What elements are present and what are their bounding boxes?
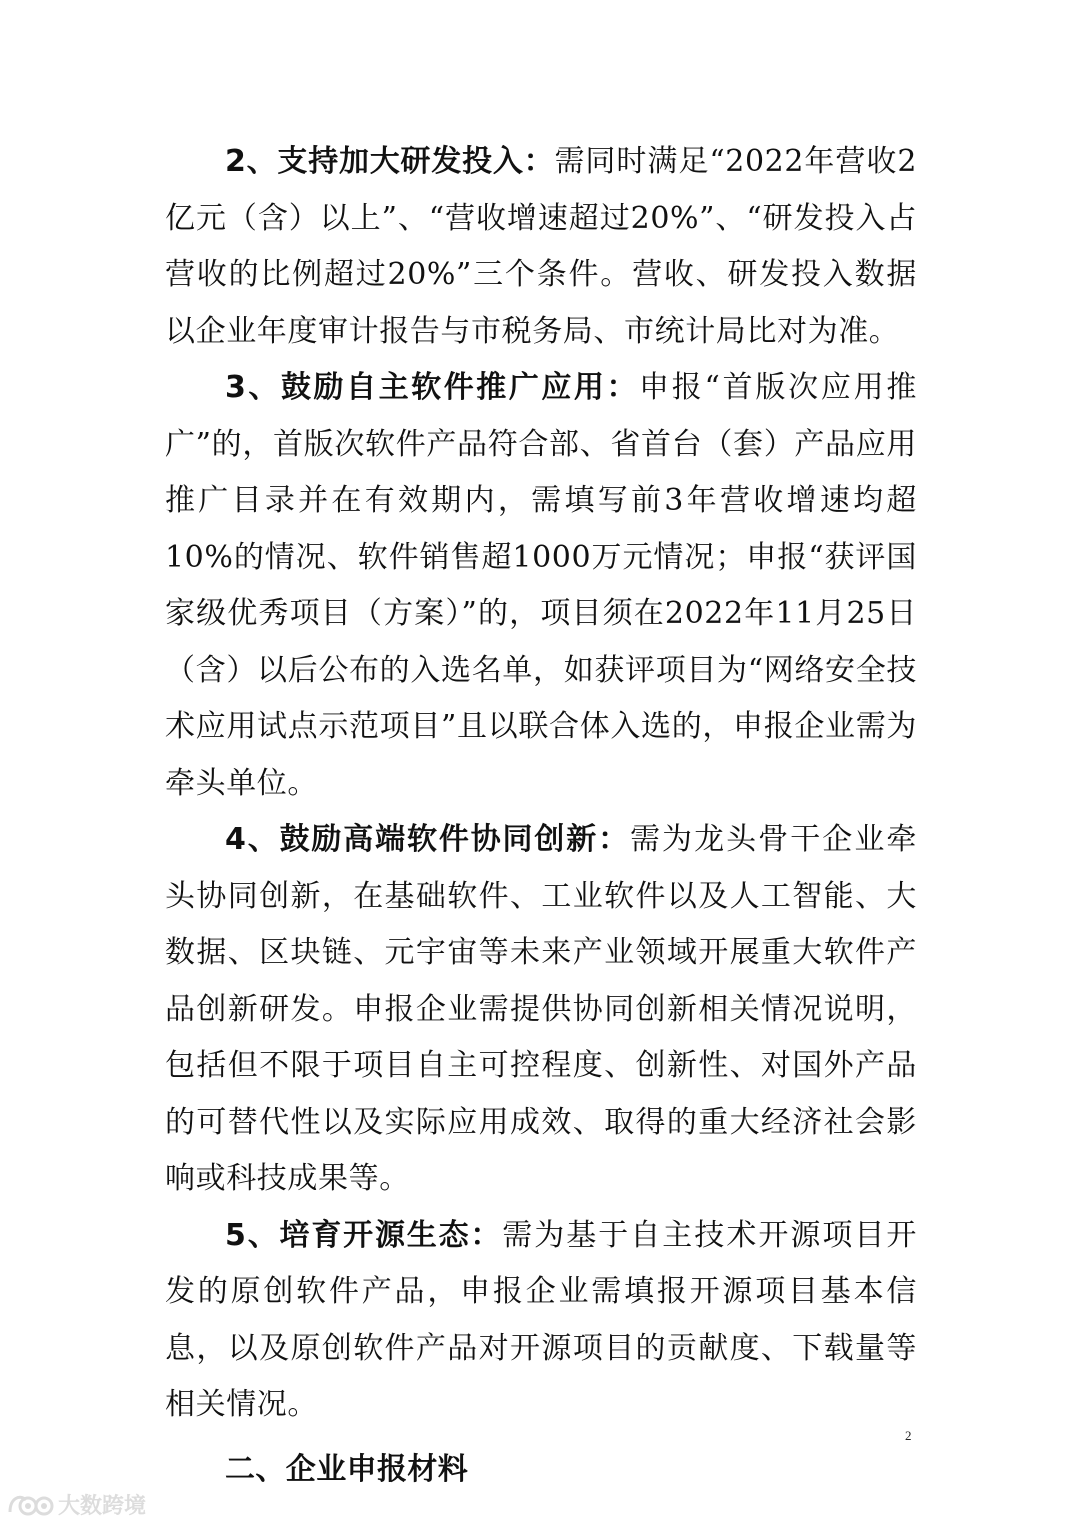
paragraph-text: 需为基于自主技术开源项目开发的原创软件产品，申报企业需填报开源项目基本信息，以及原创软件产品对开源项目的贡献度、下载量等相关情况。 bbox=[165, 1217, 917, 1422]
page-number: 2 bbox=[905, 1428, 912, 1443]
watermark-text: 大数跨境 bbox=[58, 1493, 147, 1519]
paragraph-text: 需同时满足“2022年营收2亿元（含）以上”、“营收增速超过20%”、“研发投入占营收的比例超过20%”三个条件。营收、研发投入数据以企业年度审计报告与市税务局、市统计局比对为准。 bbox=[165, 144, 918, 349]
paragraph-text: 需为龙头骨干企业牵头协同创新，在基础软件、工业软件以及人工智能、大数据、区块链、元宇宙等未来产业领域开展重大软件产品创新研发。申报企业需提供协同创新相关情况说明，包括但不限于项目自主可控程度、创新性、对国外产品的可替代性以及实际应用成效、取得的重大经济社会影响或科技成果等。 bbox=[165, 822, 917, 1196]
paragraph-lead: 4、鼓励高端软件协同创新： bbox=[225, 822, 630, 857]
paragraph-rd-investment bbox=[165, 134, 917, 360]
watermark bbox=[6, 1488, 146, 1520]
paragraph-open-source bbox=[165, 1208, 917, 1434]
paragraph-lead: 2、支持加大研发投入： bbox=[225, 144, 555, 179]
paragraph-lead: 3、鼓励自主软件推广应用： bbox=[225, 370, 640, 405]
paragraph-collaborative-innovation bbox=[165, 812, 917, 1208]
paragraph-text: 申报“首版次应用推广”的，首版次软件产品符合部、省首台（套）产品应用推广目录并在有效期内，需填写前3年营收增速均超10%的情况、软件销售超1000万元情况；申报“获评国家级优秀项目（方案）”的，项目须在2022年11月25日（含）以后公布的入选名单，如获评项目为“网络安全技术应用试点示范项目”且以联合体入选的，申报企业需为牵头单位。 bbox=[165, 370, 917, 801]
section-heading: 二、企业申报材料 bbox=[225, 1451, 469, 1487]
document-body bbox=[165, 134, 917, 1498]
paragraph-software-promotion bbox=[165, 360, 917, 812]
camera-logo-icon bbox=[6, 1490, 54, 1518]
paragraph-lead: 5、培育开源生态： bbox=[225, 1217, 503, 1253]
